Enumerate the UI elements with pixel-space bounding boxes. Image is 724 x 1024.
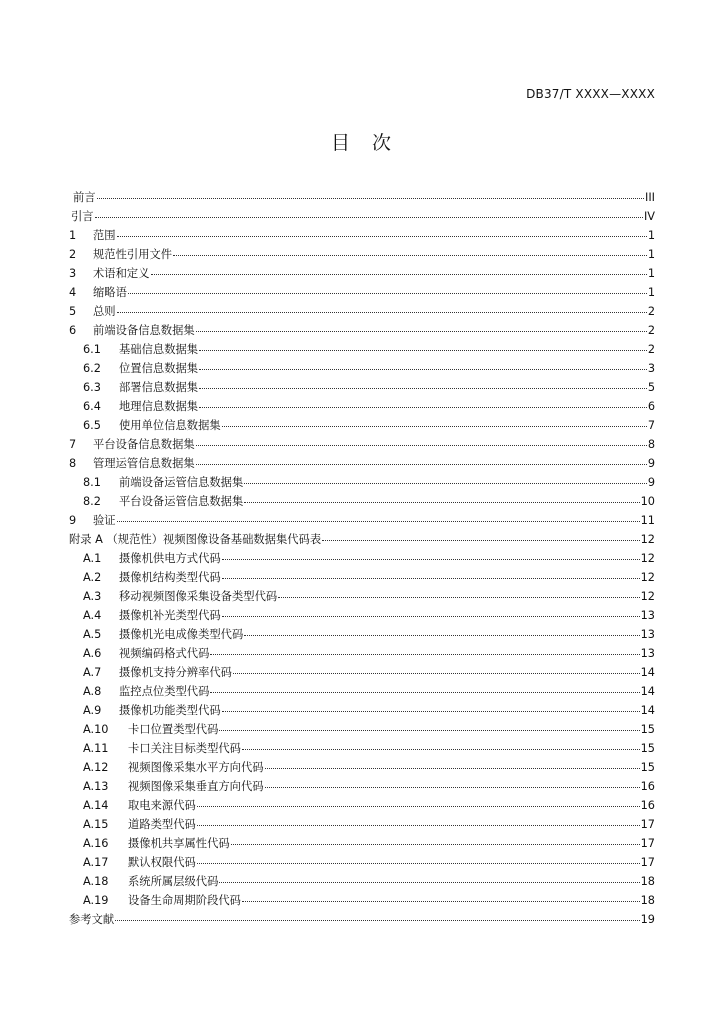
table-of-contents	[69, 188, 655, 929]
toc-entry-number: 8.1	[83, 476, 101, 489]
toc-entry-title: 地理信息数据集	[119, 400, 199, 413]
toc-entry-page: 13	[640, 628, 655, 641]
toc-entry-number: 6	[69, 324, 77, 337]
toc-entry-page: 6	[647, 400, 655, 413]
toc-dot-leader	[231, 844, 640, 845]
toc-entry-number: 6.3	[83, 381, 101, 394]
toc-entry-page: 8	[647, 438, 655, 451]
toc-dot-leader	[115, 920, 639, 921]
toc-entry-page: 1	[647, 229, 655, 242]
toc-entry-page: 18	[640, 875, 655, 888]
toc-entry-title: 道路类型代码	[128, 818, 196, 831]
toc-dot-leader	[244, 483, 647, 484]
toc-entry[interactable]	[69, 226, 655, 245]
toc-entry-page: 14	[640, 704, 655, 717]
toc-entry-number: A.15	[83, 818, 109, 831]
toc-entry-page: 1	[647, 267, 655, 280]
toc-entry-page: 15	[640, 761, 655, 774]
toc-dot-leader	[242, 749, 640, 750]
toc-entry-title: 总则	[93, 305, 116, 318]
toc-entry-number: 6.4	[83, 400, 101, 413]
toc-entry-page: 12	[640, 590, 655, 603]
toc-entry[interactable]	[69, 454, 655, 473]
toc-entry[interactable]	[69, 492, 655, 511]
toc-entry-number: A.3	[83, 590, 102, 603]
toc-entry-page: III	[645, 191, 655, 204]
toc-entry-number: 6.2	[83, 362, 101, 375]
toc-entry-number: 2	[69, 248, 77, 261]
toc-entry-number: 5	[69, 305, 77, 318]
toc-entry-title: 缩略语	[93, 286, 127, 299]
toc-entry-title: 范围	[93, 229, 116, 242]
toc-dot-leader	[128, 293, 647, 294]
toc-dot-leader	[151, 274, 647, 275]
toc-entry-title: 卡口位置类型代码	[128, 723, 219, 736]
toc-entry-page: 2	[647, 343, 655, 356]
toc-entry[interactable]	[69, 416, 655, 435]
toc-entry[interactable]	[69, 701, 655, 720]
toc-entry-page: 10	[640, 495, 655, 508]
toc-dot-leader	[117, 521, 640, 522]
toc-dot-leader	[210, 654, 639, 655]
toc-entry-number: 1	[69, 229, 77, 242]
toc-entry[interactable]	[69, 302, 655, 321]
toc-entry[interactable]	[69, 872, 655, 891]
toc-entry-title: 附录 A （规范性）视频图像设备基础数据集代码表	[69, 533, 322, 546]
toc-entry-number: A.14	[83, 799, 109, 812]
toc-dot-leader	[322, 540, 639, 541]
toc-entry-title: 使用单位信息数据集	[119, 419, 221, 432]
toc-entry-number: 6.1	[83, 343, 101, 356]
toc-entry-page: 2	[647, 324, 655, 337]
toc-entry-page: 1	[647, 248, 655, 261]
toc-entry-title: 摄像机供电方式代码	[119, 552, 221, 565]
toc-entry-page: 14	[640, 666, 655, 679]
toc-entry-title: 取电来源代码	[128, 799, 196, 812]
toc-entry-page: 17	[640, 818, 655, 831]
toc-entry[interactable]	[69, 758, 655, 777]
toc-entry[interactable]	[69, 587, 655, 606]
toc-entry-number: A.5	[83, 628, 102, 641]
toc-entry-number: A.13	[83, 780, 109, 793]
toc-entry[interactable]	[69, 473, 655, 492]
toc-entry-number: A.17	[83, 856, 109, 869]
toc-entry[interactable]	[69, 682, 655, 701]
toc-entry-page: 13	[640, 647, 655, 660]
toc-entry-title: 前端设备信息数据集	[93, 324, 195, 337]
toc-entry[interactable]	[69, 549, 655, 568]
toc-entry-number: 9	[69, 514, 77, 527]
toc-entry-title: 规范性引用文件	[93, 248, 173, 261]
toc-entry[interactable]	[69, 644, 655, 663]
toc-entry-page: 17	[640, 856, 655, 869]
toc-entry-number: 3	[69, 267, 77, 280]
toc-dot-leader	[278, 597, 639, 598]
toc-entry-title: 卡口关注目标类型代码	[128, 742, 241, 755]
toc-dot-leader	[196, 464, 647, 465]
toc-entry[interactable]	[69, 606, 655, 625]
toc-entry-title: 摄像机共享属性代码	[128, 837, 230, 850]
toc-entry-title: 参考文献	[69, 913, 115, 926]
toc-entry-page: 15	[640, 742, 655, 755]
toc-entry[interactable]	[69, 777, 655, 796]
toc-entry-page: 13	[640, 609, 655, 622]
toc-entry-page: 9	[647, 476, 655, 489]
toc-entry-title: 监控点位类型代码	[119, 685, 210, 698]
toc-entry[interactable]	[69, 568, 655, 587]
toc-entry-title: 默认权限代码	[128, 856, 196, 869]
toc-dot-leader	[222, 559, 640, 560]
toc-entry-number: A.10	[83, 723, 109, 736]
toc-dot-leader	[197, 863, 640, 864]
toc-entry[interactable]	[69, 796, 655, 815]
toc-entry-title: 引言	[71, 210, 94, 223]
toc-entry-number: 8.2	[83, 495, 101, 508]
toc-dot-leader	[97, 198, 644, 199]
toc-entry-number: 7	[69, 438, 77, 451]
toc-entry-title: 位置信息数据集	[119, 362, 199, 375]
toc-dot-leader	[265, 768, 640, 769]
toc-entry[interactable]	[69, 891, 655, 910]
toc-entry-title: 系统所属层级代码	[128, 875, 219, 888]
toc-entry-page: 12	[640, 552, 655, 565]
toc-entry[interactable]	[69, 397, 655, 416]
toc-entry[interactable]	[69, 435, 655, 454]
toc-entry-number: A.11	[83, 742, 109, 755]
toc-entry-title: 基础信息数据集	[119, 343, 199, 356]
toc-dot-leader	[173, 255, 647, 256]
toc-dot-leader	[244, 502, 639, 503]
toc-entry-page: 16	[640, 799, 655, 812]
toc-entry-page: 14	[640, 685, 655, 698]
toc-dot-leader	[95, 217, 643, 218]
toc-entry-page: 7	[647, 419, 655, 432]
toc-entry-number: A.2	[83, 571, 102, 584]
toc-entry-title: 管理运管信息数据集	[93, 457, 195, 470]
toc-entry-page: 1	[647, 286, 655, 299]
toc-entry-title: 验证	[93, 514, 116, 527]
toc-entry-number: A.19	[83, 894, 109, 907]
toc-entry-number: A.16	[83, 837, 109, 850]
toc-dot-leader	[196, 331, 647, 332]
toc-dot-leader	[196, 445, 647, 446]
page-title: 目 次	[330, 132, 394, 154]
toc-entry-page: 18	[640, 894, 655, 907]
toc-entry-page: IV	[643, 210, 655, 223]
toc-entry[interactable]	[69, 720, 655, 739]
toc-entry-title: 设备生命周期阶段代码	[128, 894, 241, 907]
toc-entry-page: 16	[640, 780, 655, 793]
toc-entry[interactable]	[69, 739, 655, 758]
toc-entry-page: 17	[640, 837, 655, 850]
toc-entry-title: 摄像机光电成像类型代码	[119, 628, 244, 641]
toc-entry-page: 11	[640, 514, 655, 527]
toc-entry[interactable]	[69, 663, 655, 682]
toc-dot-leader	[222, 578, 640, 579]
toc-dot-leader	[219, 730, 639, 731]
toc-entry-title: 视频编码格式代码	[119, 647, 210, 660]
toc-entry[interactable]	[69, 359, 655, 378]
toc-entry-title: 摄像机支持分辨率代码	[119, 666, 232, 679]
toc-entry[interactable]	[69, 264, 655, 283]
toc-entry[interactable]	[69, 245, 655, 264]
toc-entry-number: A.4	[83, 609, 102, 622]
toc-entry-title: 移动视频图像采集设备类型代码	[119, 590, 278, 603]
toc-entry-page: 9	[647, 457, 655, 470]
toc-dot-leader	[219, 882, 639, 883]
toc-dot-leader	[222, 616, 640, 617]
toc-entry[interactable]	[69, 283, 655, 302]
toc-entry-page: 5	[647, 381, 655, 394]
toc-entry-number: A.18	[83, 875, 109, 888]
toc-entry-number: A.1	[83, 552, 102, 565]
toc-entry-page: 12	[640, 533, 655, 546]
toc-entry-title: 前言	[73, 191, 96, 204]
toc-dot-leader	[199, 350, 647, 351]
toc-dot-leader	[222, 426, 647, 427]
toc-dot-leader	[197, 825, 640, 826]
toc-entry[interactable]	[69, 378, 655, 397]
toc-dot-leader	[222, 711, 640, 712]
toc-entry[interactable]	[69, 321, 655, 340]
toc-entry-number: 4	[69, 286, 77, 299]
toc-entry-title: 平台设备信息数据集	[93, 438, 195, 451]
toc-dot-leader	[233, 673, 640, 674]
toc-entry-number: 8	[69, 457, 77, 470]
toc-entry-page: 12	[640, 571, 655, 584]
toc-entry-title: 部署信息数据集	[119, 381, 199, 394]
toc-entry[interactable]	[69, 207, 655, 226]
toc-entry-number: A.12	[83, 761, 109, 774]
toc-entry[interactable]	[69, 530, 655, 549]
toc-dot-leader	[197, 806, 640, 807]
toc-entry-title: 摄像机功能类型代码	[119, 704, 221, 717]
toc-entry-title: 平台设备运管信息数据集	[119, 495, 244, 508]
toc-entry[interactable]	[69, 625, 655, 644]
toc-entry-number: A.9	[83, 704, 102, 717]
toc-entry[interactable]	[69, 188, 655, 207]
toc-entry-page: 2	[647, 305, 655, 318]
toc-entry[interactable]	[69, 834, 655, 853]
toc-entry-number: A.7	[83, 666, 102, 679]
toc-dot-leader	[265, 787, 640, 788]
standard-code: DB37/T XXXX—XXXX	[526, 87, 655, 101]
toc-dot-leader	[117, 236, 647, 237]
toc-dot-leader	[199, 407, 647, 408]
toc-dot-leader	[117, 312, 647, 313]
toc-entry-title: 摄像机结构类型代码	[119, 571, 221, 584]
toc-entry-number: A.8	[83, 685, 102, 698]
toc-entry[interactable]	[69, 910, 655, 929]
toc-entry-number: A.6	[83, 647, 102, 660]
toc-entry[interactable]	[69, 511, 655, 530]
toc-entry-page: 3	[647, 362, 655, 375]
toc-entry-title: 术语和定义	[93, 267, 150, 280]
toc-entry-title: 前端设备运管信息数据集	[119, 476, 244, 489]
toc-entry[interactable]	[69, 340, 655, 359]
toc-dot-leader	[244, 635, 639, 636]
toc-entry[interactable]	[69, 815, 655, 834]
toc-dot-leader	[210, 692, 639, 693]
toc-entry-title: 视频图像采集垂直方向代码	[128, 780, 264, 793]
toc-entry-page: 19	[640, 913, 655, 926]
toc-entry-page: 15	[640, 723, 655, 736]
toc-dot-leader	[199, 388, 647, 389]
toc-dot-leader	[242, 901, 640, 902]
toc-entry-title: 视频图像采集水平方向代码	[128, 761, 264, 774]
toc-entry-title: 摄像机补光类型代码	[119, 609, 221, 622]
toc-entry[interactable]	[69, 853, 655, 872]
toc-entry-number: 6.5	[83, 419, 101, 432]
toc-dot-leader	[199, 369, 647, 370]
